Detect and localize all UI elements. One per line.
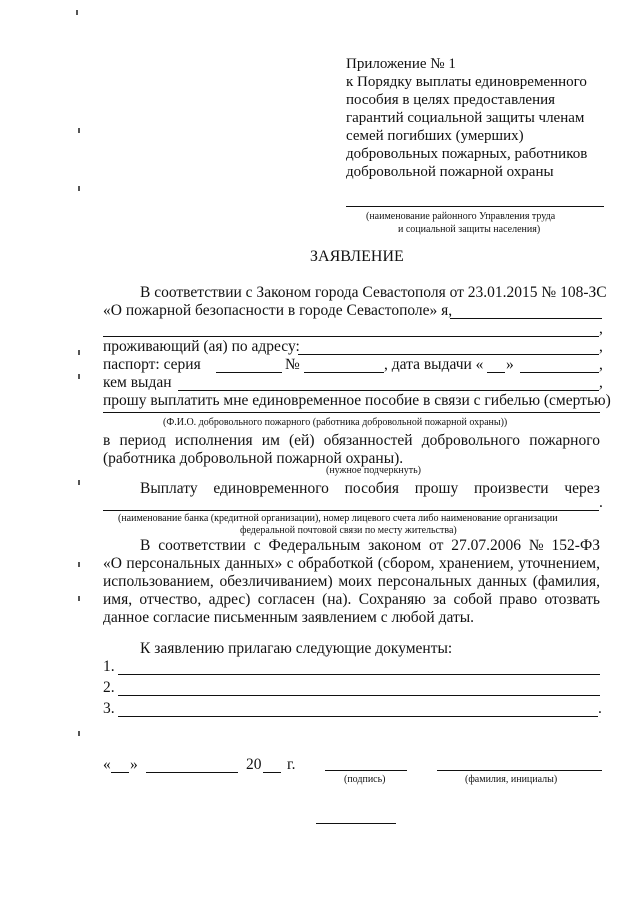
issue-day-field[interactable] — [487, 372, 505, 373]
period-line: в период исполнения им (ей) обязанностей добровольного пожарного — [103, 432, 600, 449]
period-end: . — [599, 494, 603, 511]
passport-series-field[interactable] — [216, 372, 282, 373]
attachment-number: 1. — [103, 658, 115, 675]
issue-date-label: , дата выдачи « — [384, 356, 484, 373]
recipient-field[interactable] — [346, 206, 604, 207]
consent-line: данное согласие письменным заявлением с любой даты. — [103, 609, 475, 626]
date-day-field[interactable] — [111, 772, 129, 773]
date-year-field[interactable] — [263, 772, 281, 773]
address-label: проживающий (ая) по адресу: — [103, 338, 300, 355]
scan-mark — [78, 350, 80, 355]
signature-caption: (подпись) — [344, 774, 386, 785]
consent-line: имя, отчество, адрес) согласен (на). Сохраняю за собой право отозвать — [103, 591, 600, 608]
deceased-name-field[interactable] — [103, 412, 600, 413]
consent-line: использованием, обезличиванием) моих персональных данных (фамилия, — [103, 573, 600, 590]
issued-by-label: кем выдан — [103, 374, 172, 391]
appendix-line: пособия в целях предоставления — [346, 92, 556, 108]
comma: , — [599, 374, 603, 391]
passport-number-field[interactable] — [304, 372, 384, 373]
date-century: 20 — [246, 756, 262, 773]
consent-line: В соответствии с Федеральным законом от 27.07.2006 № 152-ФЗ — [140, 537, 600, 554]
bank-caption: (наименование банка (кредитной организации), номер лицевого счета либо наименование организации — [118, 513, 558, 524]
appendix-line: добровольной пожарной охраны — [346, 164, 554, 180]
period-line-2: (работника добровольной пожарной охраны). — [103, 450, 404, 467]
appendix-line: к Порядку выплаты единовременного — [346, 74, 587, 90]
attachments-end: . — [598, 700, 602, 717]
attachment-field[interactable] — [118, 716, 598, 717]
appendix-line: гарантий социальной защиты членам — [346, 110, 585, 126]
date-month-field[interactable] — [146, 772, 238, 773]
attachments-intro: К заявлению прилагаю следующие документы: — [140, 640, 453, 657]
appendix-line: семей погибших (умерших) — [346, 128, 524, 144]
comma: , — [599, 320, 603, 337]
comma: , — [599, 356, 603, 373]
request-text: прошу выплатить мне единовременное пособие в связи с гибелью (смертью) — [103, 392, 611, 409]
payment-line: Выплату единовременного пособия прошу произвести через — [140, 480, 600, 497]
comma: , — [599, 338, 603, 355]
passport-series-label: паспорт: серия — [103, 356, 201, 373]
scan-mark — [78, 480, 80, 485]
signature-field[interactable] — [325, 770, 407, 771]
applicant-name-field-cont[interactable] — [103, 336, 599, 337]
bank-caption: федеральной почтовой связи по месту жительства) — [240, 525, 457, 536]
appendix-line: добровольных пожарных, работников — [346, 146, 588, 162]
scan-mark — [76, 10, 78, 15]
attachment-number: 2. — [103, 679, 115, 696]
recipient-caption: (наименование районного Управления труда — [366, 211, 556, 222]
scan-mark — [78, 731, 80, 736]
issue-date-close: » — [506, 356, 514, 373]
name-initials-field[interactable] — [437, 770, 602, 771]
passport-number-label: № — [285, 356, 300, 373]
recipient-caption: и социальной защиты населения) — [398, 224, 541, 235]
law-reference-text: В соответствии с Законом города Севастополя от 23.01.2015 № 108-ЗС — [140, 284, 607, 301]
date-close-quote: » — [130, 756, 138, 773]
scan-mark — [78, 562, 80, 567]
year-suffix: г. — [287, 756, 296, 773]
scan-mark — [78, 186, 80, 191]
scan-mark — [78, 128, 80, 133]
page-title: ЗАЯВЛЕНИЕ — [310, 248, 404, 265]
law-title-text: «О пожарной безопасности в городе Севастополе» я, — [103, 302, 453, 319]
address-field[interactable] — [298, 354, 599, 355]
issued-by-field[interactable] — [178, 390, 599, 391]
attachment-field[interactable] — [118, 695, 600, 696]
attachment-number: 3. — [103, 700, 115, 717]
fio-caption: (Ф.И.О. добровольного пожарного (работника добровольной пожарной охраны)) — [163, 417, 508, 428]
underline-note: (нужное подчеркнуть) — [326, 465, 421, 476]
scan-mark — [78, 596, 80, 601]
name-caption: (фамилия, инициалы) — [465, 774, 558, 785]
footer-divider — [316, 823, 396, 824]
consent-line: «О персональных данных» с обработкой (сбором, хранением, уточнением, — [103, 555, 600, 572]
appendix-line: Приложение № 1 — [346, 56, 456, 72]
applicant-name-field[interactable] — [450, 318, 602, 319]
date-open-quote: « — [103, 756, 111, 773]
issue-month-field[interactable] — [520, 372, 599, 373]
attachment-field[interactable] — [118, 674, 600, 675]
bank-field[interactable] — [103, 510, 599, 511]
scan-mark — [78, 374, 80, 379]
